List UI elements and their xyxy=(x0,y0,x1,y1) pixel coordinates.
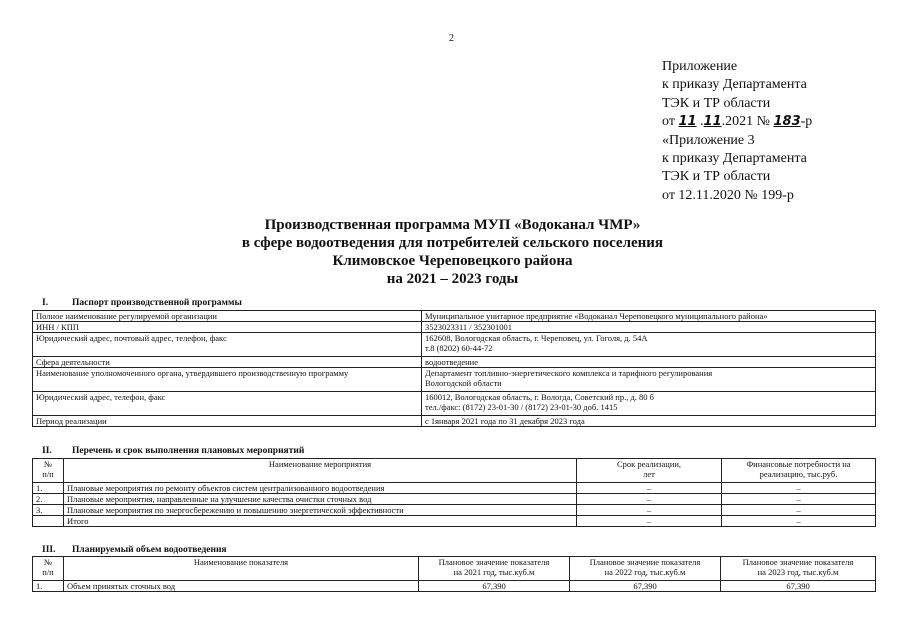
appendix-order-line: от 11 .11.2021 № 183-р xyxy=(662,114,813,130)
cell-finance: – xyxy=(722,483,876,494)
row-value xyxy=(422,368,876,392)
handwritten-day: 11 xyxy=(678,114,697,130)
row-value: водоотведение xyxy=(422,357,876,368)
col-header-name: Наименование мероприятия xyxy=(64,459,577,483)
cell-num: 1. xyxy=(33,581,64,592)
row-label: Полное наименование регулируемой организации xyxy=(33,311,422,322)
cell-num: 3. xyxy=(33,505,64,516)
order-suffix: -р xyxy=(800,114,813,130)
appendix-block xyxy=(662,58,902,205)
col-header-finance: Финансовые потребности на реализацию, тыс.руб. xyxy=(722,459,876,483)
table-header-row xyxy=(33,459,876,483)
handwritten-month: 11 xyxy=(703,114,722,130)
section-2-heading xyxy=(42,446,304,456)
row-value: с 1января 2021 года по 31 декабря 2023 года xyxy=(422,416,876,427)
measures-table xyxy=(32,458,876,527)
section-number: II. xyxy=(42,446,52,456)
table-row xyxy=(33,392,876,416)
value-line: Департамент топливно-энергетического комплекса и тарифного регулирования xyxy=(425,368,713,378)
col-header-2021: Плановое значение показателя на 2021 год, тыс.куб.м xyxy=(419,557,570,581)
col-header-num: № п/п xyxy=(33,557,64,581)
row-value: Муниципальное унитарное предприятие «Водоканал Череповецкого муниципального района» xyxy=(422,311,876,322)
section-title: Паспорт производственной программы xyxy=(72,298,242,308)
col-header-term: Срок реализации, лет xyxy=(577,459,722,483)
cell-finance: – xyxy=(722,516,876,527)
appendix-line: от 12.11.2020 № 199-р xyxy=(662,187,794,203)
appendix-line: ТЭК и ТР области xyxy=(662,169,771,185)
appendix-line: «Приложение 3 xyxy=(662,132,755,148)
order-year: .2021 № xyxy=(721,114,770,130)
value-line: т.8 (8202) 60-44-72 xyxy=(425,343,493,353)
table-row xyxy=(33,368,876,392)
col-header-name: Наименование показателя xyxy=(64,557,419,581)
value-line: 162608, Вологодская область, г. Череповец, ул. Гоголя, д. 54А xyxy=(425,333,648,343)
appendix-line: к приказу Департамента xyxy=(662,77,807,93)
handwritten-number: 183 xyxy=(773,114,801,130)
cell-finance: – xyxy=(722,494,876,505)
cell-name: Итого xyxy=(64,516,577,527)
row-value: 3523023311 / 352301001 xyxy=(422,322,876,333)
cell-2023: 67,390 xyxy=(721,581,876,592)
value-line: Вологодской области xyxy=(425,378,502,388)
appendix-line: к приказу Департамента xyxy=(662,151,807,167)
title-line: на 2021 – 2023 годы xyxy=(386,271,519,287)
table-row xyxy=(33,494,876,505)
cell-finance: – xyxy=(722,505,876,516)
row-label: Юридический адрес, почтовый адрес, телефон, факс xyxy=(33,333,422,357)
value-line: 160012, Вологодская область, г. Вологда, Советский пр., д. 80 б xyxy=(425,392,655,402)
cell-term: – xyxy=(577,516,722,527)
row-value xyxy=(422,392,876,416)
page-number: 2 xyxy=(449,33,454,44)
col-header-2023: Плановое значение показателя на 2023 год, тыс.куб.м xyxy=(721,557,876,581)
document-title xyxy=(0,216,905,288)
table-row xyxy=(33,505,876,516)
value-line: тел./факс: (8172) 23-01-30 / (8172) 23-01-30 доб. 1415 xyxy=(425,402,618,412)
row-label: Наименование уполномоченного органа, утвердившего производственную программу xyxy=(33,368,422,392)
title-line: в сфере водоотведения для потребителей сельского поселения xyxy=(241,235,664,251)
cell-num: 2. xyxy=(33,494,64,505)
row-label: Сфера деятельности xyxy=(33,357,422,368)
cell-name: Плановые мероприятия, направленные на улучшение качества очистки сточных вод xyxy=(64,494,577,505)
title-line: Производственная программа МУП «Водоканал ЧМР» xyxy=(264,217,641,233)
section-number: I. xyxy=(42,298,49,308)
appendix-line: Приложение xyxy=(662,59,738,74)
cell-num: 1. xyxy=(33,483,64,494)
table-row xyxy=(33,416,876,427)
cell-name: Плановые мероприятия по энергосбережению и повышению энергетической эффективности xyxy=(64,505,577,516)
passport-table xyxy=(32,310,876,427)
table-row xyxy=(33,333,876,357)
order-prefix: от xyxy=(662,114,675,130)
section-number: III. xyxy=(42,545,56,555)
row-value xyxy=(422,333,876,357)
cell-name: Плановые мероприятия по ремонту объектов систем централизованного водоотведения xyxy=(64,483,577,494)
row-label: Период реализации xyxy=(33,416,422,427)
row-label: ИНН / КПП xyxy=(33,322,422,333)
table-header-row xyxy=(33,557,876,581)
cell-term: – xyxy=(577,505,722,516)
volume-table xyxy=(32,556,876,592)
cell-num xyxy=(33,516,64,527)
section-title: Перечень и срок выполнения плановых мероприятий xyxy=(72,446,305,456)
section-1-heading xyxy=(42,298,242,308)
title-line: Климовское Череповецкого района xyxy=(332,253,573,269)
section-3-heading xyxy=(42,545,227,555)
cell-2022: 67,390 xyxy=(570,581,721,592)
cell-name: Объем принятых сточных вод xyxy=(64,581,419,592)
table-row xyxy=(33,516,876,527)
table-row xyxy=(33,581,876,592)
appendix-line: ТЭК и ТР области xyxy=(662,95,771,111)
table-row xyxy=(33,483,876,494)
table-row xyxy=(33,322,876,333)
table-row xyxy=(33,311,876,322)
section-title: Планируемый объем водоотведения xyxy=(72,545,227,555)
row-label: Юридический адрес, телефон, факс xyxy=(33,392,422,416)
cell-2021: 67,390 xyxy=(419,581,570,592)
col-header-2022: Плановое значение показателя на 2022 год, тыс.куб.м xyxy=(570,557,721,581)
table-row xyxy=(33,357,876,368)
cell-term: – xyxy=(577,483,722,494)
col-header-num: № п/п xyxy=(33,459,64,483)
cell-term: – xyxy=(577,494,722,505)
